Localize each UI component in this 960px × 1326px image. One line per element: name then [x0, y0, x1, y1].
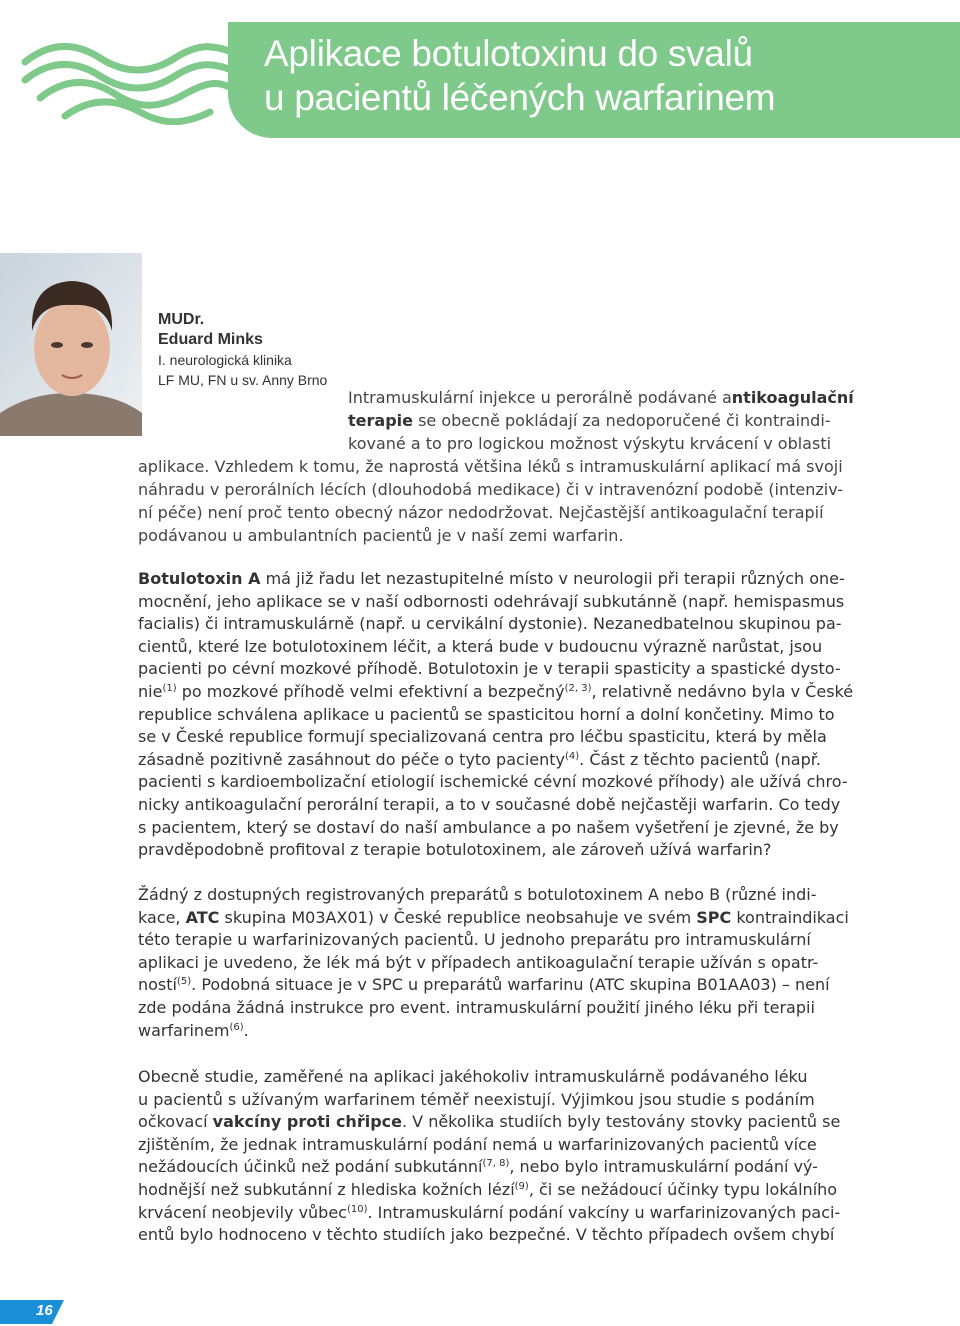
paragraph-line: Žádný z dostupných registrovaných preparátů s botulotoxinem A nebo B (různé indi-	[138, 885, 817, 904]
paragraph-line: pravděpodobně profitoval z terapie botulotoxinem, ale zároveň užívá warfarin?	[138, 840, 772, 860]
paragraph-line: pacienti s kardioembolizační etiologií ischemické cévní mozkové příhody) ale užívá chro-	[138, 772, 848, 792]
article-title-line-1: Aplikace botulotoxinu do svalů	[264, 33, 753, 74]
paragraph-line: se v České republice formují specializovaná centra pro léčbu spasticitu, která by měla	[138, 727, 827, 747]
author-photo	[0, 253, 142, 436]
lead-line: ní péče) není proč tento obecný názor nedodržovat. Nejčastější antikoagulační terapií	[138, 503, 824, 522]
page-number-badge	[0, 1300, 64, 1324]
article-title-line-2: u pacientů léčených warfarinem	[264, 77, 776, 118]
paragraph-line: zjištěním, že jednak intramuskulární podání nemá u warfarinizovaných pacientů více	[138, 1134, 817, 1154]
author-degree: MUDr.	[158, 311, 205, 328]
paragraph-line: zásadně pozitivně zasáhnout do péče o tyto pacienty$^{(4)}$. Část z těchto pacientů (např.	[138, 749, 821, 769]
paragraph-line: mocnění, jeho aplikace se v naší odbornosti odehrávají subkutánně (např. hemispasmus	[138, 591, 845, 611]
lead-line: Intramuskulární injekce u perorálně podávané antikoagulační	[348, 388, 854, 407]
lead-paragraph	[138, 386, 854, 547]
author-info	[158, 310, 327, 390]
paragraph-line: krvácení neobjevily vůbec$^{(10)}$. Intramuskulární podání vakcíny u warfarinizovaných paci-	[138, 1202, 841, 1222]
paragraph-line: této terapie u warfarinizovaných pacientů. U jednoho preparátu pro intramuskulární	[138, 930, 811, 950]
wave-logo-icon	[20, 40, 235, 125]
title-banner	[228, 22, 960, 138]
paragraph-line: zde podána žádná instrukce pro event. intramuskulární použití jiného léku při terapii	[138, 997, 815, 1017]
paragraph-line: Botulotoxin A má již řadu let nezastupitelné místo v neurologii při terapii různých one-	[138, 569, 845, 588]
paragraph-line: nicky antikoagulační perorální terapii, a to v současné době nejčastěji warfarin. Co tedy	[138, 794, 841, 814]
paragraph-line: u pacientů s užívaným warfarinem téměř neexistují. Výjimkou jsou studie s podáním	[138, 1089, 815, 1109]
paragraph-line: kace, ATC skupina M03AX01) v České republice neobsahuje ve svém SPC kontraindikaci	[138, 907, 849, 927]
paragraph-line: facialis) či intramuskulárně (např. u cervikální dystonie). Nezanedbatelnou skupinou pa-	[138, 614, 842, 634]
paragraph-line: nie$^{(1)}$ po mozkové příhodě velmi efektivní a bezpečný$^{(2, 3)}$, relativně nedávno byla v České	[138, 681, 854, 701]
paragraph-line: hodnější než subkutánní z hlediska kožních lézí$^{(9)}$, či se nežádoucí účinky typu lokálního	[138, 1179, 838, 1199]
paragraph-line: s pacientem, který se dostaví do naší ambulance a po našem vyšetření je zjevné, že by	[138, 817, 839, 837]
page-number: 16	[36, 1302, 53, 1319]
paragraph-studies	[138, 1066, 841, 1247]
paragraph-line: cientů, které lze botulotoxinem léčit, a která bude v budoucnu výrazně narůstat, jsou	[138, 636, 823, 656]
paragraph-line: republice schválena aplikace u pacientů se spasticitou horní a dolní končetiny. Mimo to	[138, 704, 835, 724]
paragraph-line: ností$^{(5)}$. Podobná situace je v SPC u preparátů warfarinu (ATC skupina B01AA03) – není	[138, 975, 830, 995]
paragraph-line: očkovací vakcíny proti chřipce. V několika studiích byly testovány stovky pacientů se	[138, 1112, 841, 1132]
paragraph-line: warfarinem$^{(6)}$.	[138, 1020, 249, 1040]
paragraph-line: entů bylo hodnoceno v těchto studiích jako bezpečné. V těchto případech ovšem chybí	[138, 1225, 835, 1245]
paragraph-line: Obecně studie, zaměřené na aplikaci jakéhokoliv intramuskulárně podávaného léku	[138, 1067, 808, 1086]
paragraph-registered-preparations	[138, 884, 849, 1042]
paragraph-line: nežádoucích účinků než podání subkutánní$^{(7, 8)}$, nebo bylo intramuskulární podání vý-	[138, 1157, 818, 1177]
lead-line: kované a to pro logickou možnost výskytu krvácení v oblasti	[348, 434, 832, 453]
lead-line: terapie se obecně pokládají za nedoporučené či kontraindi-	[348, 411, 831, 430]
paragraph-line: pacienti po cévní mozkové příhodě. Botulotoxin je v terapii spasticity a spastické dysto-	[138, 659, 841, 679]
author-affiliation-1: I. neurologická klinika	[158, 352, 292, 368]
author-name: Eduard Minks	[158, 331, 263, 348]
lead-line: podávanou u ambulantních pacientů je v naší zemi warfarin.	[138, 526, 624, 545]
lead-line: náhradu v perorálních lécích (dlouhodobá medikace) či v intravenózní podobě (intenziv-	[138, 480, 844, 499]
author-affiliation-2: LF MU, FN u sv. Anny Brno	[158, 372, 328, 388]
paragraph-line: aplikaci je uvedeno, že lék má být v případech antikoagulační terapie užíván s opatr-	[138, 952, 819, 972]
lead-line: aplikace. Vzhledem k tomu, že naprostá většina léků s intramuskulární aplikací má svoji	[138, 457, 843, 476]
paragraph-botulotoxin	[138, 568, 854, 862]
